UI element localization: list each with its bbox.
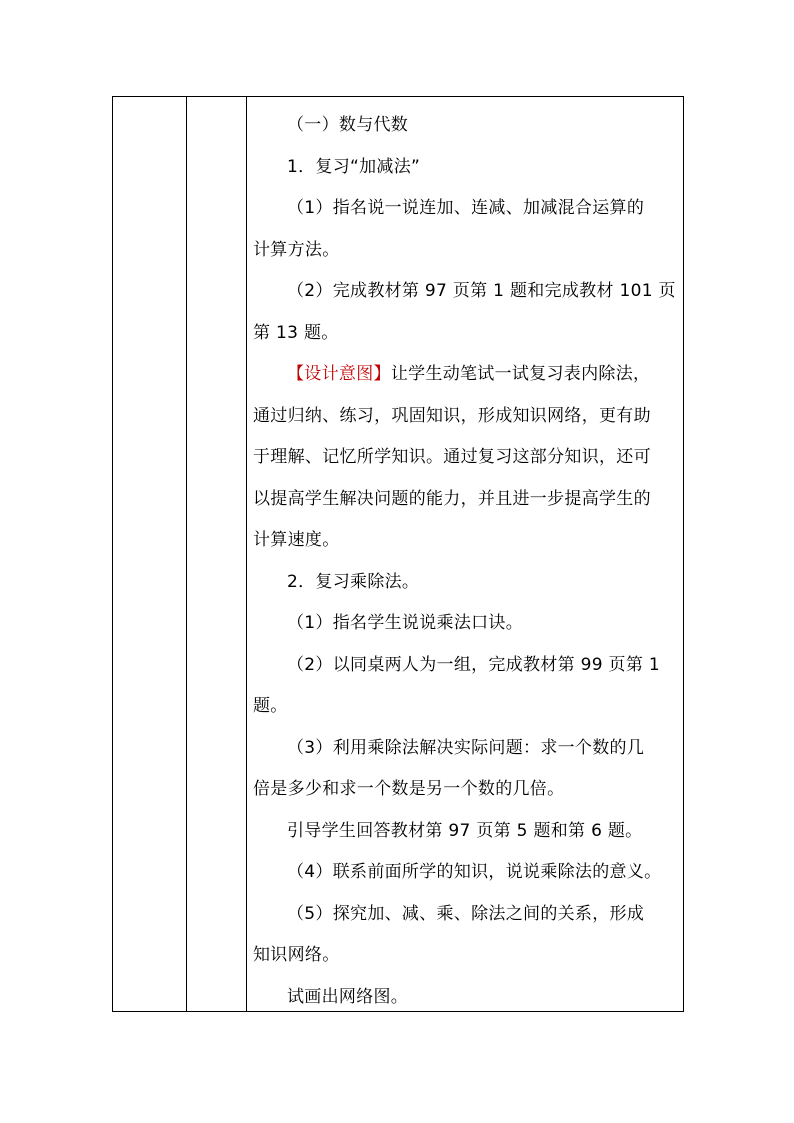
column-divider-2 (246, 97, 247, 1011)
lesson-table (112, 96, 684, 1012)
closing-line: 试画出网络图。 (287, 986, 409, 1007)
design-intent-tag: 【设计意图】 (287, 364, 391, 384)
design-intent-text: 让学生动笔试一试复习表内除法， (390, 364, 651, 384)
section-2-title: 2．复习乘除法。 (287, 571, 420, 592)
s2-item-5-line-2: 知识网络。 (253, 945, 340, 965)
s2-item-2-line-1: （2）以同桌两人为一组，完成教材第 99 页第 1 (287, 654, 660, 675)
design-intent-line-4: 以提高学生解决问题的能力，并且进一步提高学生的 (253, 488, 651, 509)
lesson-content-cell (253, 97, 681, 1018)
s2-item-3-line-2: 倍是多少和求一个数是另一个数的几倍。 (253, 779, 565, 799)
s2-item-1: （1）指名学生说说乘法口诀。 (287, 613, 524, 633)
item-1-line-2: 计算方法。 (253, 239, 340, 260)
design-intent-line-3: 于理解、记忆所学知识。通过复习这部分知识，还可 (253, 447, 651, 467)
section-1-title: 1．复习“加减法” (287, 156, 421, 177)
item-2-line-1: （2）完成教材第 97 页第 1 题和完成教材 101 页 (287, 281, 676, 301)
item-2-line-2: 第 13 题。 (253, 322, 339, 343)
s2-item-4: （4）联系前面所学的知识，说说乘除法的意义。 (287, 862, 662, 882)
item-1-line-1: （1）指名说一说连加、连减、加减混合运算的 (287, 198, 645, 218)
column-divider-1 (186, 97, 187, 1011)
s2-item-5-line-1: （5）探究加、减、乘、除法之间的关系，形成 (287, 903, 645, 924)
s2-item-2-line-2: 题。 (253, 696, 288, 716)
design-intent-line-5: 计算速度。 (253, 530, 340, 550)
section-heading: （一）数与代数 (287, 115, 409, 135)
design-intent-line-1 (253, 354, 681, 396)
design-intent-line-2: 通过归纳、练习，巩固知识，形成知识网络，更有助 (253, 405, 651, 426)
s2-guide: 引导学生回答教材第 97 页第 5 题和第 6 题。 (287, 820, 643, 841)
s2-item-3-line-1: （3）利用乘除法解决实际问题：求一个数的几 (287, 737, 645, 758)
